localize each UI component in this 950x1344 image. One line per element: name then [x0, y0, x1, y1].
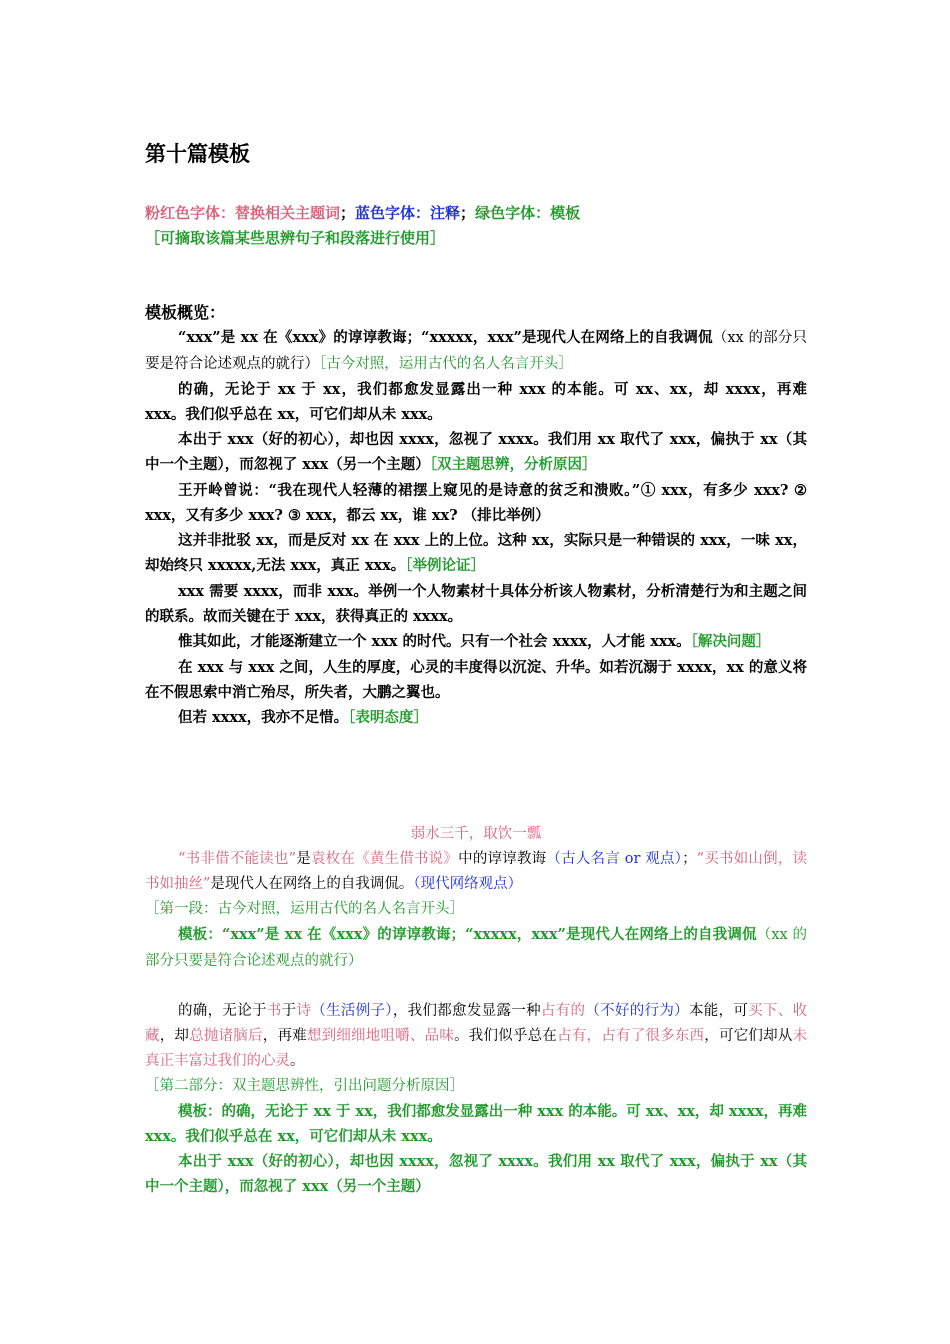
overview-text: 这并非批驳 xx，而是反对 xx 在 xxx 上的上位。这种 xx，实际只是一种错误的 xxx，一味 xx，却始终只 xxxxx,无法 xxx，真正 xxx。 — [145, 532, 807, 574]
keyword: 诗 — [296, 1003, 312, 1019]
section-label: ［第一段：古今对照，运用古代的名人名言开头］ — [145, 901, 464, 917]
quote-text: “书非借不能读也” — [178, 851, 297, 867]
author-name: 袁枚 — [310, 851, 341, 867]
overview-note: （xx 的部分只要是符合论述观点的就行） — [145, 330, 807, 372]
annotation: （生活例子） — [311, 1003, 393, 1019]
annotation: （不好的行为） — [585, 1003, 689, 1019]
template-paragraph — [145, 922, 807, 974]
keyword: 未真正丰富过我们的心灵 — [145, 1028, 808, 1069]
essay-text: 的确，无论于 — [178, 1003, 267, 1019]
essay-text: ，却 — [159, 1028, 190, 1044]
section-tag: ［古今对照，运用古代的名人名言开头］ — [319, 356, 573, 372]
keyword: 想到细细地咀嚼、品味 — [306, 1028, 455, 1044]
essay-text: 是现代人在网络上的自我调侃。 — [210, 876, 414, 892]
color-legend — [145, 201, 580, 251]
template-paragraph: 本出于 xxx（好的初心），却也因 xxxx，忽视了 xxxx。我们用 xx 取代了 xxx，偏执于 xx（其中一个主题），而忽视了 xxx（另一个主题） — [145, 1153, 807, 1195]
section-tag: ［解决问题］ — [690, 634, 771, 650]
annotation: （古人名言 or 观点） — [546, 851, 683, 867]
legend-separator: ； — [340, 204, 356, 222]
overview-paragraph: 王开岭曾说：“我在现代人轻薄的裙摆上窥见的是诗意的贫乏和溃败。”① xxx，有多少 xxx? ② xxx，又有多少 xxx? ③ xxx，都云 xx，谁 xx? （排比举例） — [145, 482, 807, 524]
essay-text: ； — [682, 851, 697, 867]
keyword: 书 — [266, 1003, 282, 1019]
section-tag: ［举例论证］ — [405, 558, 486, 574]
legend-line — [145, 201, 580, 226]
essay-text: 在 — [340, 851, 356, 867]
essay-section — [145, 822, 807, 1199]
overview-paragraph — [145, 528, 807, 579]
overview-paragraph: 在 xxx 与 xxx 之间，人生的厚度，心灵的丰度得以沉淀、升华。如若沉溺于 xxxx，xx 的意义将在不假思索中消亡殆尽，所失者，大鹏之翼也。 — [145, 659, 807, 701]
legend-note: ［可摘取该篇某些思辨句子和段落进行使用］ — [145, 229, 446, 247]
overview-text: “xxx”是 xx 在《xxx》的谆谆教诲；“xxxxx，xxx”是现代人在网络上的自我调侃 — [178, 329, 713, 346]
overview-section — [145, 300, 807, 731]
overview-heading: 模板概览： — [145, 303, 226, 322]
essay-text: 于 — [281, 1003, 297, 1019]
template-note: （xx 的部分只要是符合论述观点的就行） — [145, 927, 807, 969]
essay-text: ，可它们却从 — [704, 1028, 793, 1044]
keyword: 占有，占有了很多东西 — [557, 1028, 705, 1044]
template-text: 模板：“xxx”是 xx 在《xxx》的谆谆教诲；“xxxxx，xxx”是现代人在网络上的自我调侃 — [178, 926, 757, 943]
keyword: 占有的 — [540, 1003, 586, 1019]
overview-paragraph — [145, 325, 807, 377]
essay-text: 中的谆谆教诲 — [458, 851, 547, 867]
overview-paragraph: 的确，无论于 xx 于 xx，我们都愈发显露出一种 xxx 的本能。可 xx、xx，却 xxxx，再难 xxx。我们似乎总在 xx，可它们却从未 xxx。 — [145, 381, 807, 423]
overview-paragraph — [145, 705, 807, 731]
essay-text: ，我们都愈发显露一种 — [392, 1003, 541, 1019]
book-title: 《黄生借书说》 — [355, 851, 459, 867]
essay-title: 弱水三千，取饮一瓢 — [410, 826, 542, 842]
essay-text: 是 — [296, 851, 311, 867]
quote-text: “买书如山倒，读书如抽丝” — [145, 851, 808, 892]
overview-text: 但若 xxxx，我亦不足惜。 — [178, 709, 349, 726]
section-tag: ［表明态度］ — [348, 710, 428, 726]
overview-paragraph — [145, 427, 807, 478]
template-paragraph: 模板：的确，无论于 xx 于 xx，我们都愈发显露出一种 xxx 的本能。可 xx、xx，却 xxxx，再难 xxx。我们似乎总在 xx，可它们却从未 xxx。 — [145, 1103, 808, 1145]
essay-paragraph — [145, 847, 807, 897]
overview-paragraph — [145, 629, 807, 655]
keyword: 总抛诸脑后 — [189, 1028, 263, 1044]
essay-paragraph — [145, 999, 807, 1074]
essay-text: 本能，可 — [688, 1003, 749, 1019]
keyword: 买下、收藏 — [145, 1003, 808, 1044]
annotation: （现代网络观点） — [413, 876, 523, 892]
page-title: 第十篇模板 — [145, 141, 250, 166]
section-label: ［第二部分：双主题思辨性，引出问题分析原因］ — [145, 1078, 464, 1094]
overview-text: 本出于 xxx（好的初心），却也因 xxxx，忽视了 xxxx。我们用 xx 取代了 xxx，偏执于 xx（其中一个主题），而忽视了 xxx（另一个主题） — [145, 431, 807, 473]
overview-paragraph: xxx 需要 xxxx，而非 xxx。举例一个人物素材十具体分析该人物素材，分析清楚行为和主题之间的联系。故而关键在于 xxx，获得真正的 xxxx。 — [145, 583, 807, 625]
overview-text: 惟其如此，才能逐渐建立一个 xxx 的时代。只有一个社会 xxxx，人才能 xxx。 — [178, 633, 691, 650]
legend-blue: 蓝色字体：注释 — [355, 204, 461, 222]
legend-pink: 粉红色字体：替换相关主题词 — [145, 204, 341, 222]
legend-green: 绿色字体：模板 — [475, 204, 581, 222]
essay-text: 。我们似乎总在 — [454, 1028, 558, 1044]
essay-text: 。 — [290, 1053, 305, 1069]
section-tag: ［双主题思辨，分析原因］ — [429, 457, 597, 473]
legend-separator: ； — [460, 204, 476, 222]
essay-text: ，再难 — [262, 1028, 307, 1044]
